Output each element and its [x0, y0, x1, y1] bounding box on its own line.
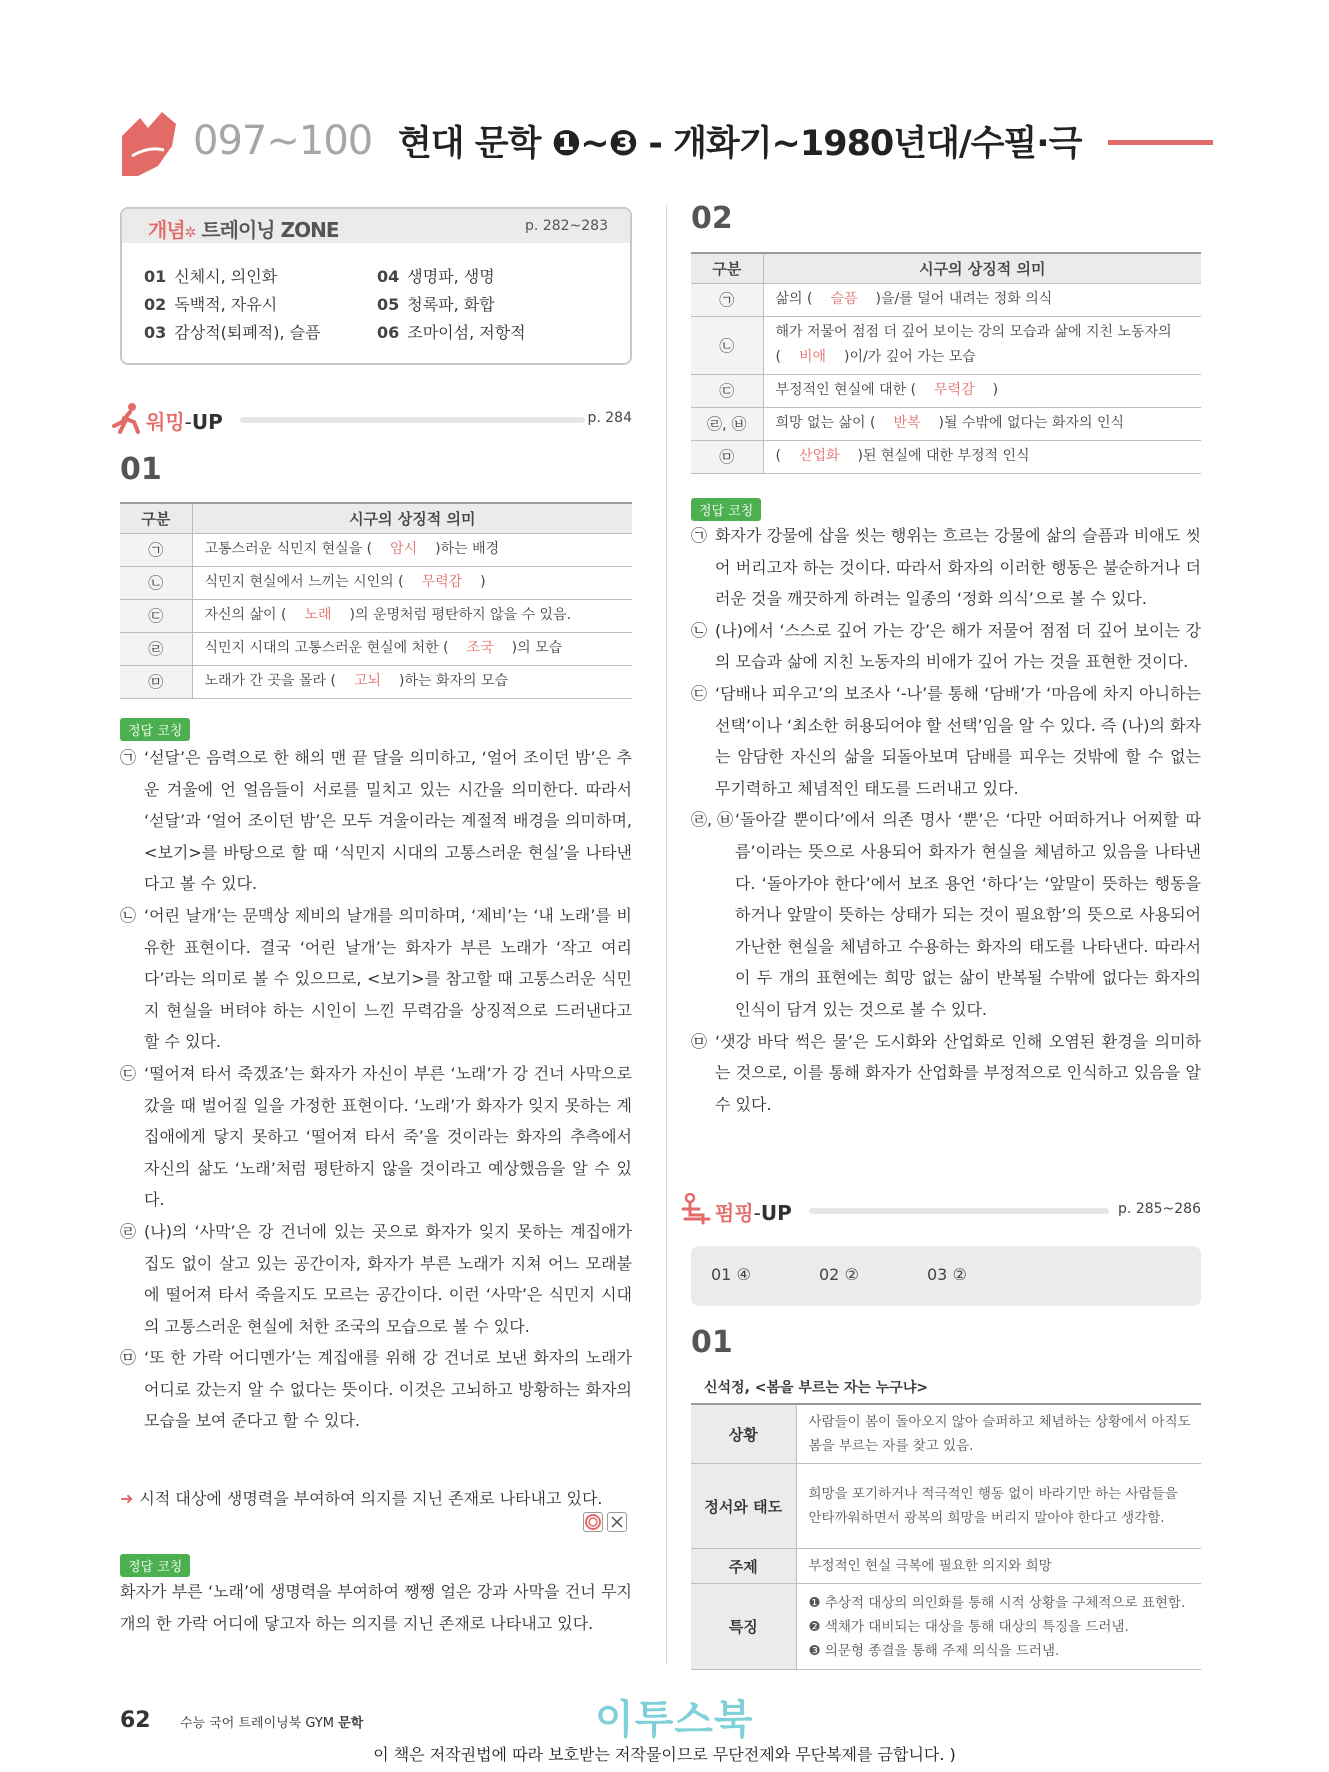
concept-zone-label [148, 214, 339, 243]
table-row: ㉣ 식민지 시대의 고통스러운 현실에 처한 ( 조국 )의 모습 [120, 632, 632, 665]
unit-number: 097~100 [193, 118, 373, 164]
warming-up-header [112, 402, 632, 436]
table-row: ㉤ 노래가 간 곳을 몰라 ( 고뇌 )하는 화자의 모습 [120, 665, 632, 698]
section-bar [809, 1208, 1109, 1214]
table-header-meaning: 시구의 상징적 의미 [763, 253, 1201, 283]
copyright-notice: 이 책은 저작권법에 따라 보호받는 저작물이므로 무단전제와 무단복제를 금합니다. ) [373, 1745, 956, 1764]
question-number: 01 [691, 1325, 733, 1360]
answer-item: 02 ② [819, 1265, 859, 1284]
info-row: 정서와 태도 희망을 포기하거나 적극적인 행동 없이 바라기만 하는 사람들을 안타까워하면서 광복의 희망을 버리지 말아야 한다고 생각함. [691, 1464, 1201, 1549]
book-label: 수능 국어 트레이닝북 GYM 문학 [180, 1716, 364, 1731]
feature-line: ❷ 색채가 대비되는 대상을 통해 대상의 특징을 드러냄. [808, 1618, 1129, 1635]
x-mark-icon [607, 1512, 627, 1532]
coaching-item: ㉣ (나)의 ‘사막’은 강 건너에 있는 곳으로 화자가 잊지 못하는 계집애가 집도 없이 살고 있는 공간이자, 화자가 부른 노래가 지쳐 어느 모래불에 떨어져 타서 죽을지도 모르는 공간이다. 이런 ‘사막’은 식민지 시대의 고통스러운 현실에 처한 조국의 모습으로 볼 수 있다. [120, 1221, 632, 1336]
weightlifting-person-icon [681, 1193, 711, 1225]
feature-line: ❶ 추상적 대상의 의인화를 통해 시적 상황을 구체적으로 표현함. [808, 1594, 1186, 1611]
concept-label-red: 개념 [148, 218, 185, 242]
concept-item: 06 조마이섬, 저항적 [377, 323, 526, 342]
symbol-table-q1 [120, 502, 632, 699]
question-number: 02 [691, 201, 733, 236]
table-header-meaning: 시구의 상징적 의미 [192, 503, 632, 533]
table-row: ㉠ 고통스러운 식민지 현실을 ( 암시 )하는 배경 [120, 533, 632, 566]
pumping-up-pages: p. 285~286 [1118, 1201, 1201, 1217]
coaching-item: ㉠ 화자가 강물에 삽을 씻는 행위는 흐르는 강물에 삶의 슬픔과 비애도 씻어 버리고자 하는 것이다. 따라서 화자의 이러한 행동은 불순하거나 더러운 것을 깨끗하게 하려는 일종의 ‘정화 의식’으로 볼 수 있다. [691, 526, 1201, 609]
info-row: 상황 사람들이 봄이 돌아오지 않아 슬퍼하고 체념하는 상황에서 아직도 봄을 부르는 자를 찾고 있음. [691, 1404, 1201, 1464]
concept-label-dark: 트레이닝 ZONE [201, 218, 339, 242]
q2-answer-note: ➜ 시적 대상에 생명력을 부여하여 의지를 지닌 존재로 나타내고 있다. [120, 1489, 603, 1508]
poem-title: 신석정, <봄을 부르는 자는 누구냐> [704, 1380, 929, 1396]
table-header-category: 구분 [691, 253, 763, 283]
table-header-category: 구분 [120, 503, 192, 533]
table-row: ㉢ 자신의 삶이 ( 노래 )의 운명처럼 평탄하지 않을 수 있음. [120, 599, 632, 632]
answer-coaching-badge: 정답 코칭 [120, 718, 190, 741]
coaching-text-q2-right [691, 520, 1201, 1120]
coaching-item: ㉢ ‘떨어져 타서 죽겠죠’는 화자가 자신이 부른 ‘노래’가 강 건너 사막으로 갔을 때 벌어질 일을 가정한 표현이다. ‘노래’가 화자가 잊지 못하는 계집애에게 닿지 못하고 ‘떨어져 타서 죽’을 것이라는 화자의 추측에서 자신의 삶도 ‘노래’처럼 평탄하지 않을 것이라고 예상했음을 알 수 있다. [120, 1063, 632, 1210]
arrow-icon: ➜ [120, 1489, 134, 1508]
table-row: ㉤ ( 산업화 )된 현실에 대한 부정적 인식 [691, 440, 1201, 473]
answer-box [691, 1246, 1201, 1306]
publisher-logo: 이투스북 [595, 1697, 754, 1743]
concept-zone-pages: p. 282~283 [525, 218, 608, 234]
feature-line: ❸ 의문형 종결을 통해 주제 의식을 드러냄. [808, 1642, 1060, 1659]
concept-item: 03 감상적(퇴폐적), 슬픔 [144, 323, 321, 342]
warming-up-pages: p. 284 [587, 410, 632, 426]
title-rule [1108, 140, 1213, 145]
symbol-table-q2 [691, 252, 1201, 474]
concept-training-zone [120, 207, 632, 365]
answer-item: 03 ② [927, 1265, 967, 1284]
pumping-up-label: 펌핑-UP [715, 1201, 792, 1225]
table-row: ㉢ 부정적인 현실에 대한 ( 무력감 ) [691, 374, 1201, 407]
page-header [118, 100, 1213, 180]
spark-icon: ✲ [184, 225, 196, 241]
running-person-icon [112, 402, 142, 434]
concept-item: 05 청록파, 화합 [377, 295, 495, 314]
coaching-item: ㉤ ‘샛강 바닥 썩은 물’은 도시화와 산업화로 인해 오염된 환경을 의미하는 것으로, 이를 통해 화자가 산업화를 부정적으로 인식하고 있음을 알 수 있다. [691, 1031, 1201, 1114]
poem-info-table [691, 1403, 1201, 1670]
coaching-text-q2: 화자가 부른 ‘노래’에 생명력을 부여하여 쨍쨍 얼은 강과 사막을 건너 무지개의 한 가락 어디에 닿고자 하는 의지를 지닌 존재로 나타내고 있다. [120, 1582, 632, 1633]
info-row: 특징 ❶ 추상적 대상의 의인화를 통해 시적 상황을 구체적으로 표현함. ❷ 색채가 대비되는 대상을 통해 대상의 특징을 드러냄. ❸ 의문형 종결을 통해 주제 의식을 드러냄. [691, 1584, 1201, 1670]
concept-item: 02 독백적, 자유시 [144, 295, 278, 314]
section-bar [240, 417, 585, 423]
coaching-item: ㉠ ‘섣달’은 음력으로 한 해의 맨 끝 달을 의미하고, ‘얼어 조이던 밤’은 추운 겨울에 언 얼음들이 서로를 밀치고 있는 시간을 의미한다. 따라서 ‘섣달’과 ‘얼어 조이던 밤’은 모두 겨울이라는 계절적 배경을 의미하며, <보기>를 바탕으로 할 때 ‘식민지 시대의 고통스러운 현실’을 나타낸다고 볼 수 있다. [120, 748, 632, 894]
table-row: ㉠ 삶의 ( 슬픔 )을/를 덜어 내려는 정화 의식 [691, 283, 1201, 316]
info-row: 주제 부정적인 현실 극복에 필요한 의지와 희망 [691, 1549, 1201, 1584]
answer-item: 01 ④ [711, 1265, 751, 1284]
coaching-item: ㉢ ‘담배나 피우고’의 보조사 ‘-나’를 통해 ‘담배’가 ‘마음에 차지 아니하는 선택’이나 ‘최소한 허용되어야 할 선택’임을 알 수 있다. 즉 (나)의 화자는 암담한 자신의 삶을 되돌아보며 담배를 피우는 것밖에 할 수 없는 무기력하고 체념적인 태도를 드러내고 있다. [691, 683, 1201, 798]
warming-up-label: 워밍-UP [146, 410, 223, 434]
coaching-item: ㉣, ㉥ ‘돌아갈 뿐이다’에서 의존 명사 ‘뿐’은 ‘다만 어떠하거나 어찌할 따름’이라는 뜻으로 사용되어 화자가 현실을 체념하고 있음을 나타낸다. ‘돌아가야 한다’에서 보조 용언 ‘하다’는 ‘앞말이 뜻하는 행동을 하거나 앞말이 뜻하는 상태가 되는 것이 필요함’의 뜻으로 사용되어 가난한 현실을 체념하고 수용하는 화자의 태도를 나타낸다. 따라서 이 두 개의 표현에는 희망 없는 삶이 반복될 수밖에 없다는 화자의 인식이 담겨 있는 것으로 볼 수 있다. [691, 810, 1201, 1019]
circle-mark-icon [583, 1512, 603, 1532]
answer-coaching-badge: 정답 코칭 [691, 498, 761, 521]
flexed-arm-icon [118, 106, 180, 180]
column-divider [666, 205, 667, 1665]
page-number: 62 [120, 1708, 151, 1733]
coaching-item: ㉤ ‘또 한 가락 어디멘가’는 계집애를 위해 강 건너로 보낸 화자의 노래가 어디로 갔는지 알 수 없다는 뜻이다. 이것은 고뇌하고 방황하는 화자의 모습을 보여 준다고 할 수 있다. [120, 1348, 632, 1431]
table-row: ㉡ 해가 저물어 점점 더 깊어 보이는 강의 모습과 삶에 지친 노동자의 ( 비애 )이/가 깊어 가는 모습 [691, 316, 1201, 374]
coaching-text-q1 [120, 742, 632, 1437]
concept-zone-header [122, 209, 630, 243]
table-row: ㉡ 식민지 현실에서 느끼는 시인의 ( 무력감 ) [120, 566, 632, 599]
coaching-item: ㉡ ‘어린 날개’는 문맥상 제비의 날개를 의미하며, ‘제비’는 ‘내 노래’를 비유한 표현이다. 결국 ‘어린 날개’는 화자가 부른 노래가 ‘작고 여리다’라는 의미로 볼 수 있으므로, <보기>를 참고할 때 고통스러운 식민지 현실을 버텨야 하는 시인이 느낀 무력감을 상징적으로 드러낸다고 할 수 있다. [120, 905, 632, 1052]
pumping-up-header [681, 1193, 1201, 1227]
page-title: 현대 문학 ❶~❸ - 개화기~1980년대/수필·극 [398, 124, 1082, 164]
concept-item: 01 신체시, 의인화 [144, 267, 278, 286]
question-number: 01 [120, 452, 162, 487]
coaching-item: ㉡ (나)에서 ‘스스로 깊어 가는 강’은 해가 저물어 점점 더 깊어 보이는 강의 모습과 삶에 지친 노동자의 비애가 깊어 가는 것을 표현한 것이다. [691, 620, 1201, 672]
table-row: ㉣, ㉥ 희망 없는 삶이 ( 반복 )될 수밖에 없다는 화자의 인식 [691, 407, 1201, 440]
answer-coaching-badge: 정답 코칭 [120, 1554, 190, 1577]
concept-item: 04 생명파, 생명 [377, 267, 495, 286]
